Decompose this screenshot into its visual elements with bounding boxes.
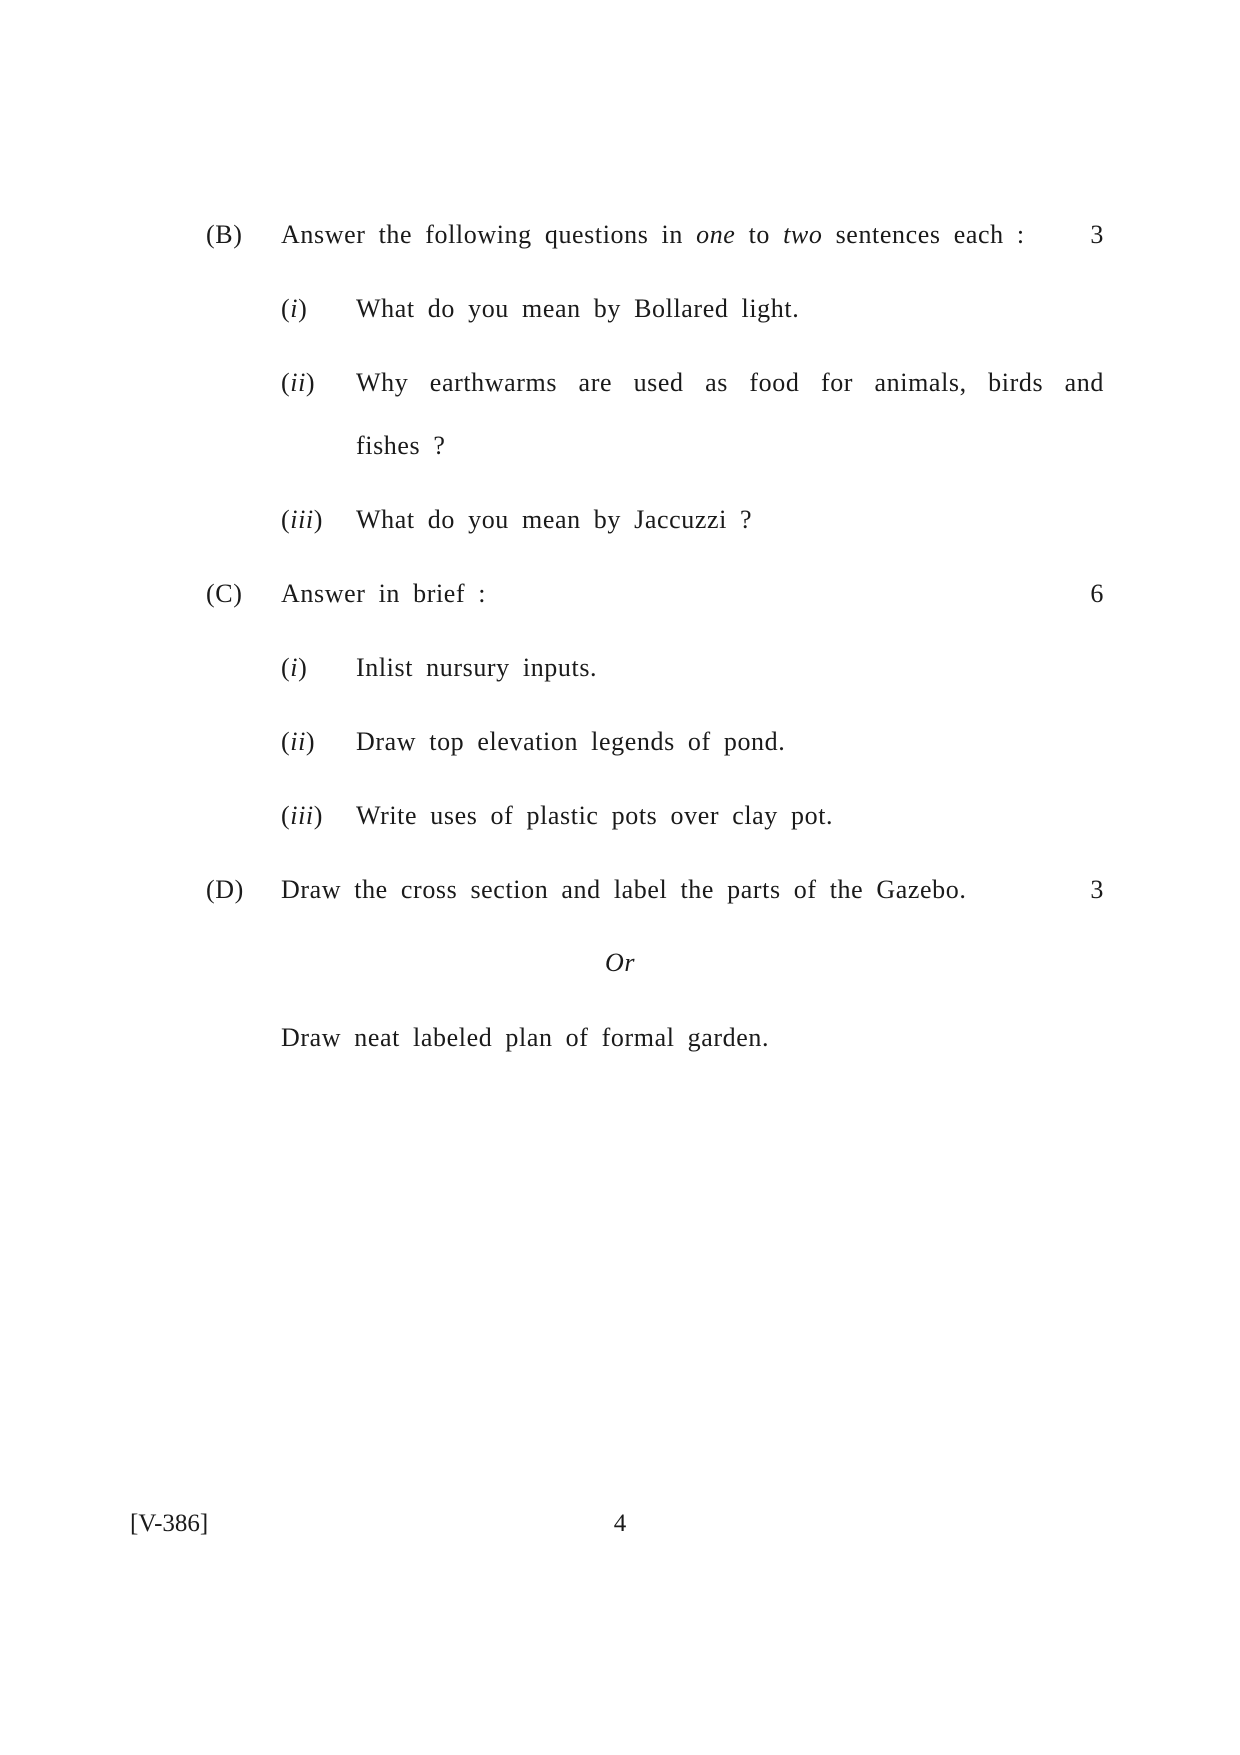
section-b-prompt-two: two — [783, 220, 823, 249]
page-number: 4 — [613, 1510, 627, 1537]
b-item-3-text: What do you mean by Jaccuzzi ? — [356, 505, 753, 534]
section-b-prompt-start: Answer the following questions in — [281, 220, 683, 249]
b-item-2-text-line2: fishes ? — [356, 431, 446, 460]
b-item-1-number: (i) — [281, 294, 308, 323]
section-d-label: (D) — [206, 875, 244, 904]
b-item-2-number: (ii) — [281, 368, 316, 397]
section-d-marks: 3 — [1090, 875, 1104, 904]
section-c-prompt: Answer in brief : — [281, 579, 487, 608]
section-b-prompt-one: one — [696, 220, 736, 249]
c-item-2-text: Draw top elevation legends of pond. — [356, 727, 786, 756]
section-b-marks: 3 — [1090, 220, 1104, 249]
c-item-3-text: Write uses of plastic pots over clay pot. — [356, 801, 834, 830]
b-item-2-text-line1: Why earthwarms are used as food for animals, birds and — [356, 368, 1104, 397]
c-item-2-number: (ii) — [281, 727, 316, 756]
c-item-3-number: (iii) — [281, 801, 324, 830]
section-b-prompt — [281, 220, 1025, 250]
b-item-3-number: (iii) — [281, 505, 324, 534]
section-d-prompt: Draw the cross section and label the parts of the Gazebo. — [281, 875, 967, 904]
section-b-label: (B) — [206, 220, 243, 249]
section-b-prompt-end: sentences each : — [835, 220, 1025, 249]
c-item-1-number: (i) — [281, 653, 308, 682]
section-b-prompt-to: to — [748, 220, 770, 249]
c-item-1-text: Inlist nursury inputs. — [356, 653, 598, 682]
section-c-marks: 6 — [1090, 579, 1104, 608]
section-d-alternative: Draw neat labeled plan of formal garden. — [281, 1023, 770, 1052]
paper-code: [V-386] — [130, 1510, 209, 1537]
section-d-or: Or — [604, 948, 636, 977]
b-item-1-text: What do you mean by Bollared light. — [356, 294, 800, 323]
section-c-label: (C) — [206, 579, 243, 608]
